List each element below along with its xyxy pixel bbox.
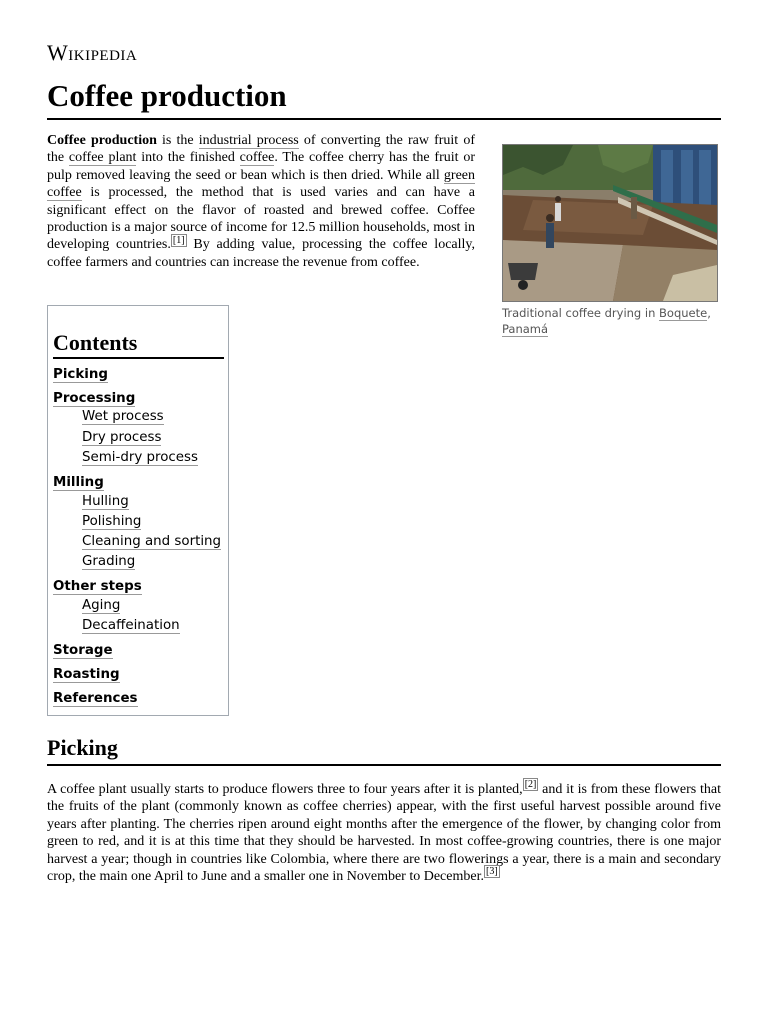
toc-label: Decaffeination — [82, 618, 180, 633]
toc-item-wet-process[interactable] — [82, 409, 164, 425]
toc-item-cleaning-and-sorting[interactable] — [82, 534, 221, 550]
citation-label: [2] — [524, 779, 537, 791]
body-text: and it is from these flowers that the fruits of the plant (commonly known as coffee cherries) appear, with the first useful harvest possible around five years after planting. The cherries ripen around eight months after the emergence of the flower, by changing color from green to red, and it is at this time that they should be harvested. In most coffee-growing countries, there is one major harvest a year; though in countries like Colombia, where there are two flowerings a year, there is a main and secondary crop, the main one April to June and a smaller one in November to December. — [47, 782, 722, 885]
toc-item-processing[interactable] — [53, 391, 135, 407]
bold-term: Coffee production — [47, 133, 157, 148]
intro-text: By adding value, processing the coffee locally, coffee farmers and countries can increase the revenue from coffee. — [47, 237, 475, 270]
intro-text: . The coffee cherry has the fruit or pulp removed leaving the seed or bean which is then dried. While all — [47, 150, 475, 183]
citation-label: [1] — [172, 234, 185, 246]
toc-title: Contents — [53, 330, 224, 359]
intro-text: of converting the raw fruit of the — [47, 133, 475, 166]
wikipedia-wordmark[interactable]: Wikipedia — [47, 40, 138, 65]
toc-item-aging[interactable] — [82, 598, 120, 614]
toc-label: Aging — [82, 598, 121, 613]
toc-label: Semi-dry process — [82, 450, 198, 465]
toc-label: Hulling — [82, 494, 129, 509]
toc-item-polishing[interactable] — [82, 514, 141, 530]
link-boquete[interactable]: Boquete — [659, 306, 708, 320]
thumbnail-figure — [502, 144, 718, 337]
figure-caption — [502, 305, 718, 337]
link-panama[interactable]: Panamá — [502, 322, 549, 336]
link-industrial-process[interactable]: industrial process — [198, 133, 299, 148]
toc-label: Cleaning and sorting — [82, 534, 222, 549]
toc-label: Picking — [53, 367, 108, 382]
body-text: A coffee plant usually starts to produce flowers three to four years after it is planted, — [47, 782, 523, 797]
toc-label: References — [53, 691, 138, 706]
picking-paragraph — [47, 781, 721, 885]
toc-item-storage[interactable] — [53, 643, 113, 659]
toc-item-picking[interactable] — [53, 367, 108, 383]
link-coffee[interactable]: coffee — [239, 150, 275, 166]
toc-label: Processing — [53, 391, 136, 406]
toc-item-references[interactable] — [53, 691, 138, 707]
toc-item-decaffeination[interactable] — [82, 618, 180, 634]
toc-label: Milling — [53, 475, 104, 490]
toc-label: Other steps — [53, 579, 142, 594]
link-green-coffee[interactable]: green coffee — [47, 167, 475, 201]
toc-label: Wet process — [82, 409, 164, 424]
caption-text: Traditional coffee drying in — [502, 306, 660, 320]
section-heading-picking: Picking — [47, 733, 721, 766]
toc-item-grading[interactable] — [82, 554, 135, 570]
intro-paragraph — [47, 132, 475, 271]
toc-item-milling[interactable] — [53, 475, 104, 491]
caption-text: , — [707, 306, 711, 320]
toc-label: Grading — [82, 554, 136, 569]
toc-label: Roasting — [53, 667, 120, 682]
table-of-contents — [47, 305, 229, 716]
intro-text: is processed, the method that is used varies and can have a significant effect on the flavor of roasted and brewed coffee. Coffee production is a major source of income for 12.5 million households, most in developing countries. — [47, 185, 475, 253]
citation-label: [3] — [485, 866, 498, 878]
toc-label: Polishing — [82, 514, 142, 529]
page-title: Coffee production — [47, 76, 721, 120]
intro-text: is the — [156, 133, 199, 148]
coffee-drying-photo[interactable] — [502, 144, 718, 302]
citation-ref-3[interactable] — [484, 865, 500, 878]
citation-ref-1[interactable] — [171, 234, 187, 247]
toc-item-other-steps[interactable] — [53, 579, 142, 595]
link-coffee-plant[interactable]: coffee plant — [68, 150, 137, 166]
toc-item-dry-process[interactable] — [82, 430, 161, 446]
citation-ref-2[interactable] — [523, 778, 539, 791]
toc-label: Storage — [53, 643, 113, 658]
toc-label: Dry process — [82, 430, 162, 445]
intro-text: into the finished — [136, 150, 240, 166]
toc-item-hulling[interactable] — [82, 494, 129, 510]
toc-item-semi-dry-process[interactable] — [82, 450, 198, 466]
toc-item-roasting[interactable] — [53, 667, 120, 683]
